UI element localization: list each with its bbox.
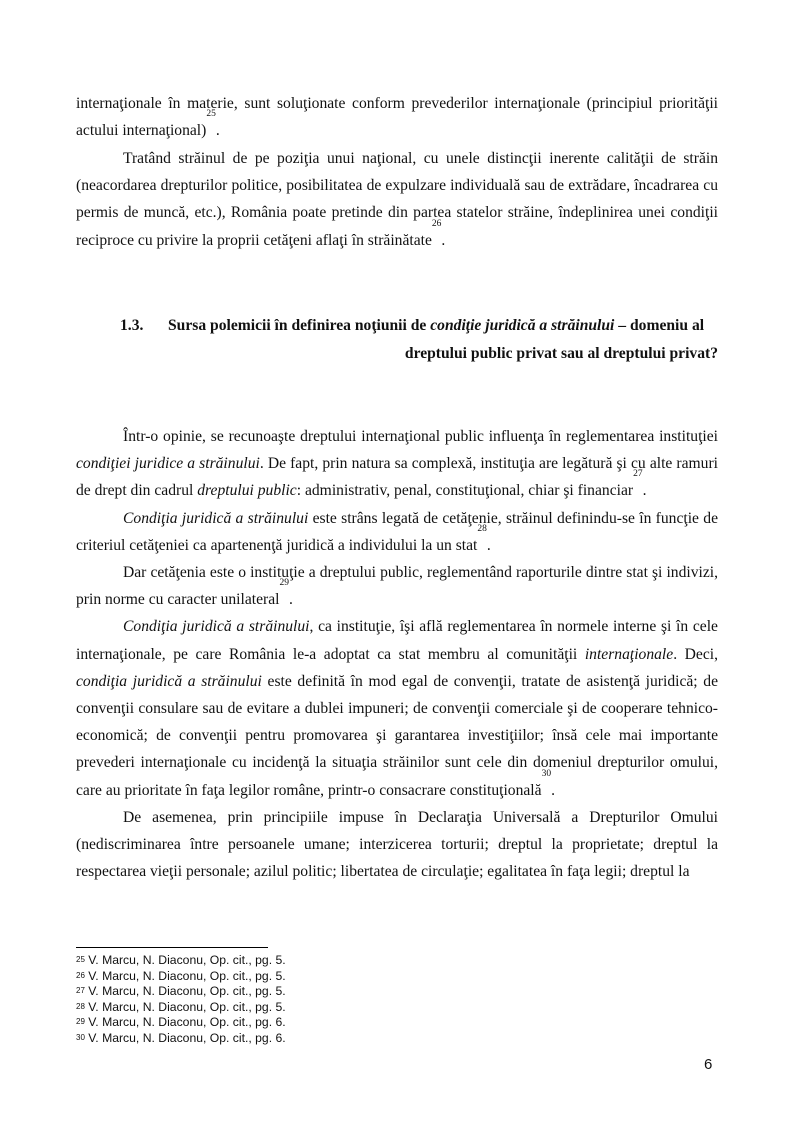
section-title-first-line (168, 312, 704, 340)
p4-italic-2: internaţionale (584, 645, 674, 663)
p3-end: . (288, 591, 293, 609)
top-paragraph (76, 90, 718, 144)
section-title-second-line: dreptului public privat sau al dreptului privat? (404, 344, 718, 362)
footnote-separator (76, 947, 268, 948)
section-title-start: Sursa polemicii în definirea noţiunii de (168, 317, 431, 334)
p1-end: . (642, 482, 647, 500)
footnote-ref-25[interactable]: 25 (206, 109, 216, 120)
p4-end: . (551, 781, 555, 799)
p5-text: De asemenea, prin principiile impuse în Declaraţia Universală a Drepturilor Omului (nediscriminarea între persoanele umane; interzicerea torturii; dreptul la proprietate; dreptul la respectarea vieţii personale; azilul politic; libertatea de circulaţie; egalitatea în faţa legii; dreptul la (76, 808, 718, 881)
p2-italic: Condiţia juridică a străinului (123, 509, 309, 527)
body-paragraph-5 (76, 804, 718, 886)
footnote-26 (76, 969, 286, 985)
footnote-ref-26[interactable]: 26 (431, 218, 442, 229)
body-paragraph-3 (76, 559, 718, 613)
section-title-mid: – domeniu al (614, 317, 705, 334)
body-paragraph-2 (76, 505, 718, 559)
footnote-number: 25 (76, 955, 85, 964)
footnote-text: V. Marcu, N. Diaconu, Op. cit., pg. 5. (84, 968, 286, 983)
section-body (76, 423, 718, 885)
footnote-text: V. Marcu, N. Diaconu, Op. cit., pg. 5. (84, 999, 286, 1014)
p1-italic-b: dreptului public (197, 482, 297, 500)
footnote-29 (76, 1015, 286, 1031)
section-title-italic: condiţie juridică a străinului (430, 317, 615, 334)
section-heading (120, 312, 718, 367)
footnote-ref-28[interactable]: 28 (477, 523, 487, 534)
footnote-ref-30[interactable]: 30 (541, 768, 552, 779)
section-heading-line1 (120, 312, 718, 340)
footnote-28 (76, 1000, 286, 1016)
footnote-number: 29 (76, 1017, 85, 1026)
body-paragraph-4 (76, 613, 718, 803)
footnotes (76, 953, 286, 1046)
second-paragraph-end: . (441, 231, 446, 249)
footnote-text: V. Marcu, N. Diaconu, Op. cit., pg. 5. (84, 984, 286, 998)
footnote-number: 27 (76, 986, 85, 995)
footnote-text: V. Marcu, N. Diaconu, Op. cit., pg. 6. (84, 1015, 286, 1029)
footnote-ref-29[interactable]: 29 (279, 578, 289, 589)
p4-text-b: . Deci, (673, 645, 718, 663)
section-number: 1.3. (120, 317, 144, 334)
page-number: 6 (704, 1056, 713, 1073)
p3-text: Dar cetăţenia este o instituţie a dreptului public, reglementând raporturile dintre stat şi indivizi, prin norme cu caracter unilateral (76, 564, 718, 609)
top-paragraph-end: . (215, 122, 220, 140)
p1-text-b: . De fapt, prin natura sa complexă, instituţia are legătură şi cu alte ramuri de drept din cadrul (76, 455, 718, 500)
footnote-number: 26 (76, 970, 85, 980)
second-paragraph-text: Tratând străinul de pe poziţia unui naţional, cu unele distincţii inerente calităţii de străin (neacordarea drepturilor politice, posibilitatea de expulzare individuală sau de extrădare, încadrarea cu permis de muncă, etc.), România poate pretinde din partea statelor străine, îndeplinirea unei condiţii reciproce cu privire la proprii cetăţeni aflaţi în străinătate (76, 150, 718, 249)
footnote-text: V. Marcu, N. Diaconu, Op. cit., pg. 6. (84, 1030, 286, 1045)
footnote-text: V. Marcu, N. Diaconu, Op. cit., pg. 5. (84, 953, 286, 967)
top-paragraph-text: internaţionale în materie, sunt soluţionate conform prevederilor internaţionale (principiul priorităţii actului internaţional) (76, 95, 718, 140)
body-paragraph-1 (76, 423, 718, 505)
p4-italic-3: condiţia juridică a străinului (76, 672, 262, 690)
p2-end: . (486, 536, 491, 554)
footnote-30 (76, 1031, 286, 1047)
p4-italic-1: Condiţia juridică a străinului (123, 618, 310, 636)
second-paragraph (76, 145, 718, 254)
p1-italic-a: condiţiei juridice a străinului (76, 455, 260, 473)
p1-text-a: Într-o opinie, se recunoaşte dreptului internaţional public influenţa în reglementarea instituţiei (123, 428, 718, 445)
p4-text-a: , ca instituţie, îşi află reglementarea în normele interne şi în cele internaţionale, pe care România le-a adoptat ca stat membru al comunităţii (76, 618, 718, 663)
p2-text: este strâns legată de cetăţenie, străinul definindu-se în funcţie de criteriul cetăţeniei ca apartenenţă juridică a individului la un stat (76, 509, 718, 554)
footnote-number: 28 (76, 1001, 85, 1011)
footnote-27 (76, 984, 286, 1000)
footnote-ref-27[interactable]: 27 (633, 469, 643, 480)
p1-text-c: : administrativ, penal, constituţional, chiar şi financiar (296, 482, 634, 500)
footnote-25 (76, 953, 286, 969)
footnote-number: 30 (76, 1032, 85, 1042)
p4-text-c: este definită în mod egal de convenţii, tratate de asistenţă juridică; de convenţii consulare sau de evitare a dublei impuneri; de convenţii comerciale şi de cooperare tehnico-economică; de convenţii pentru promovarea şi garantarea investiţiilor; însă cele mai importante prevederi internaţionale cu incidenţă la situaţia străinilor sunt cele din domeniul drepturilor omului, care au prioritate în faţa legilor române, printr-o consacrare constituţională (76, 672, 718, 799)
